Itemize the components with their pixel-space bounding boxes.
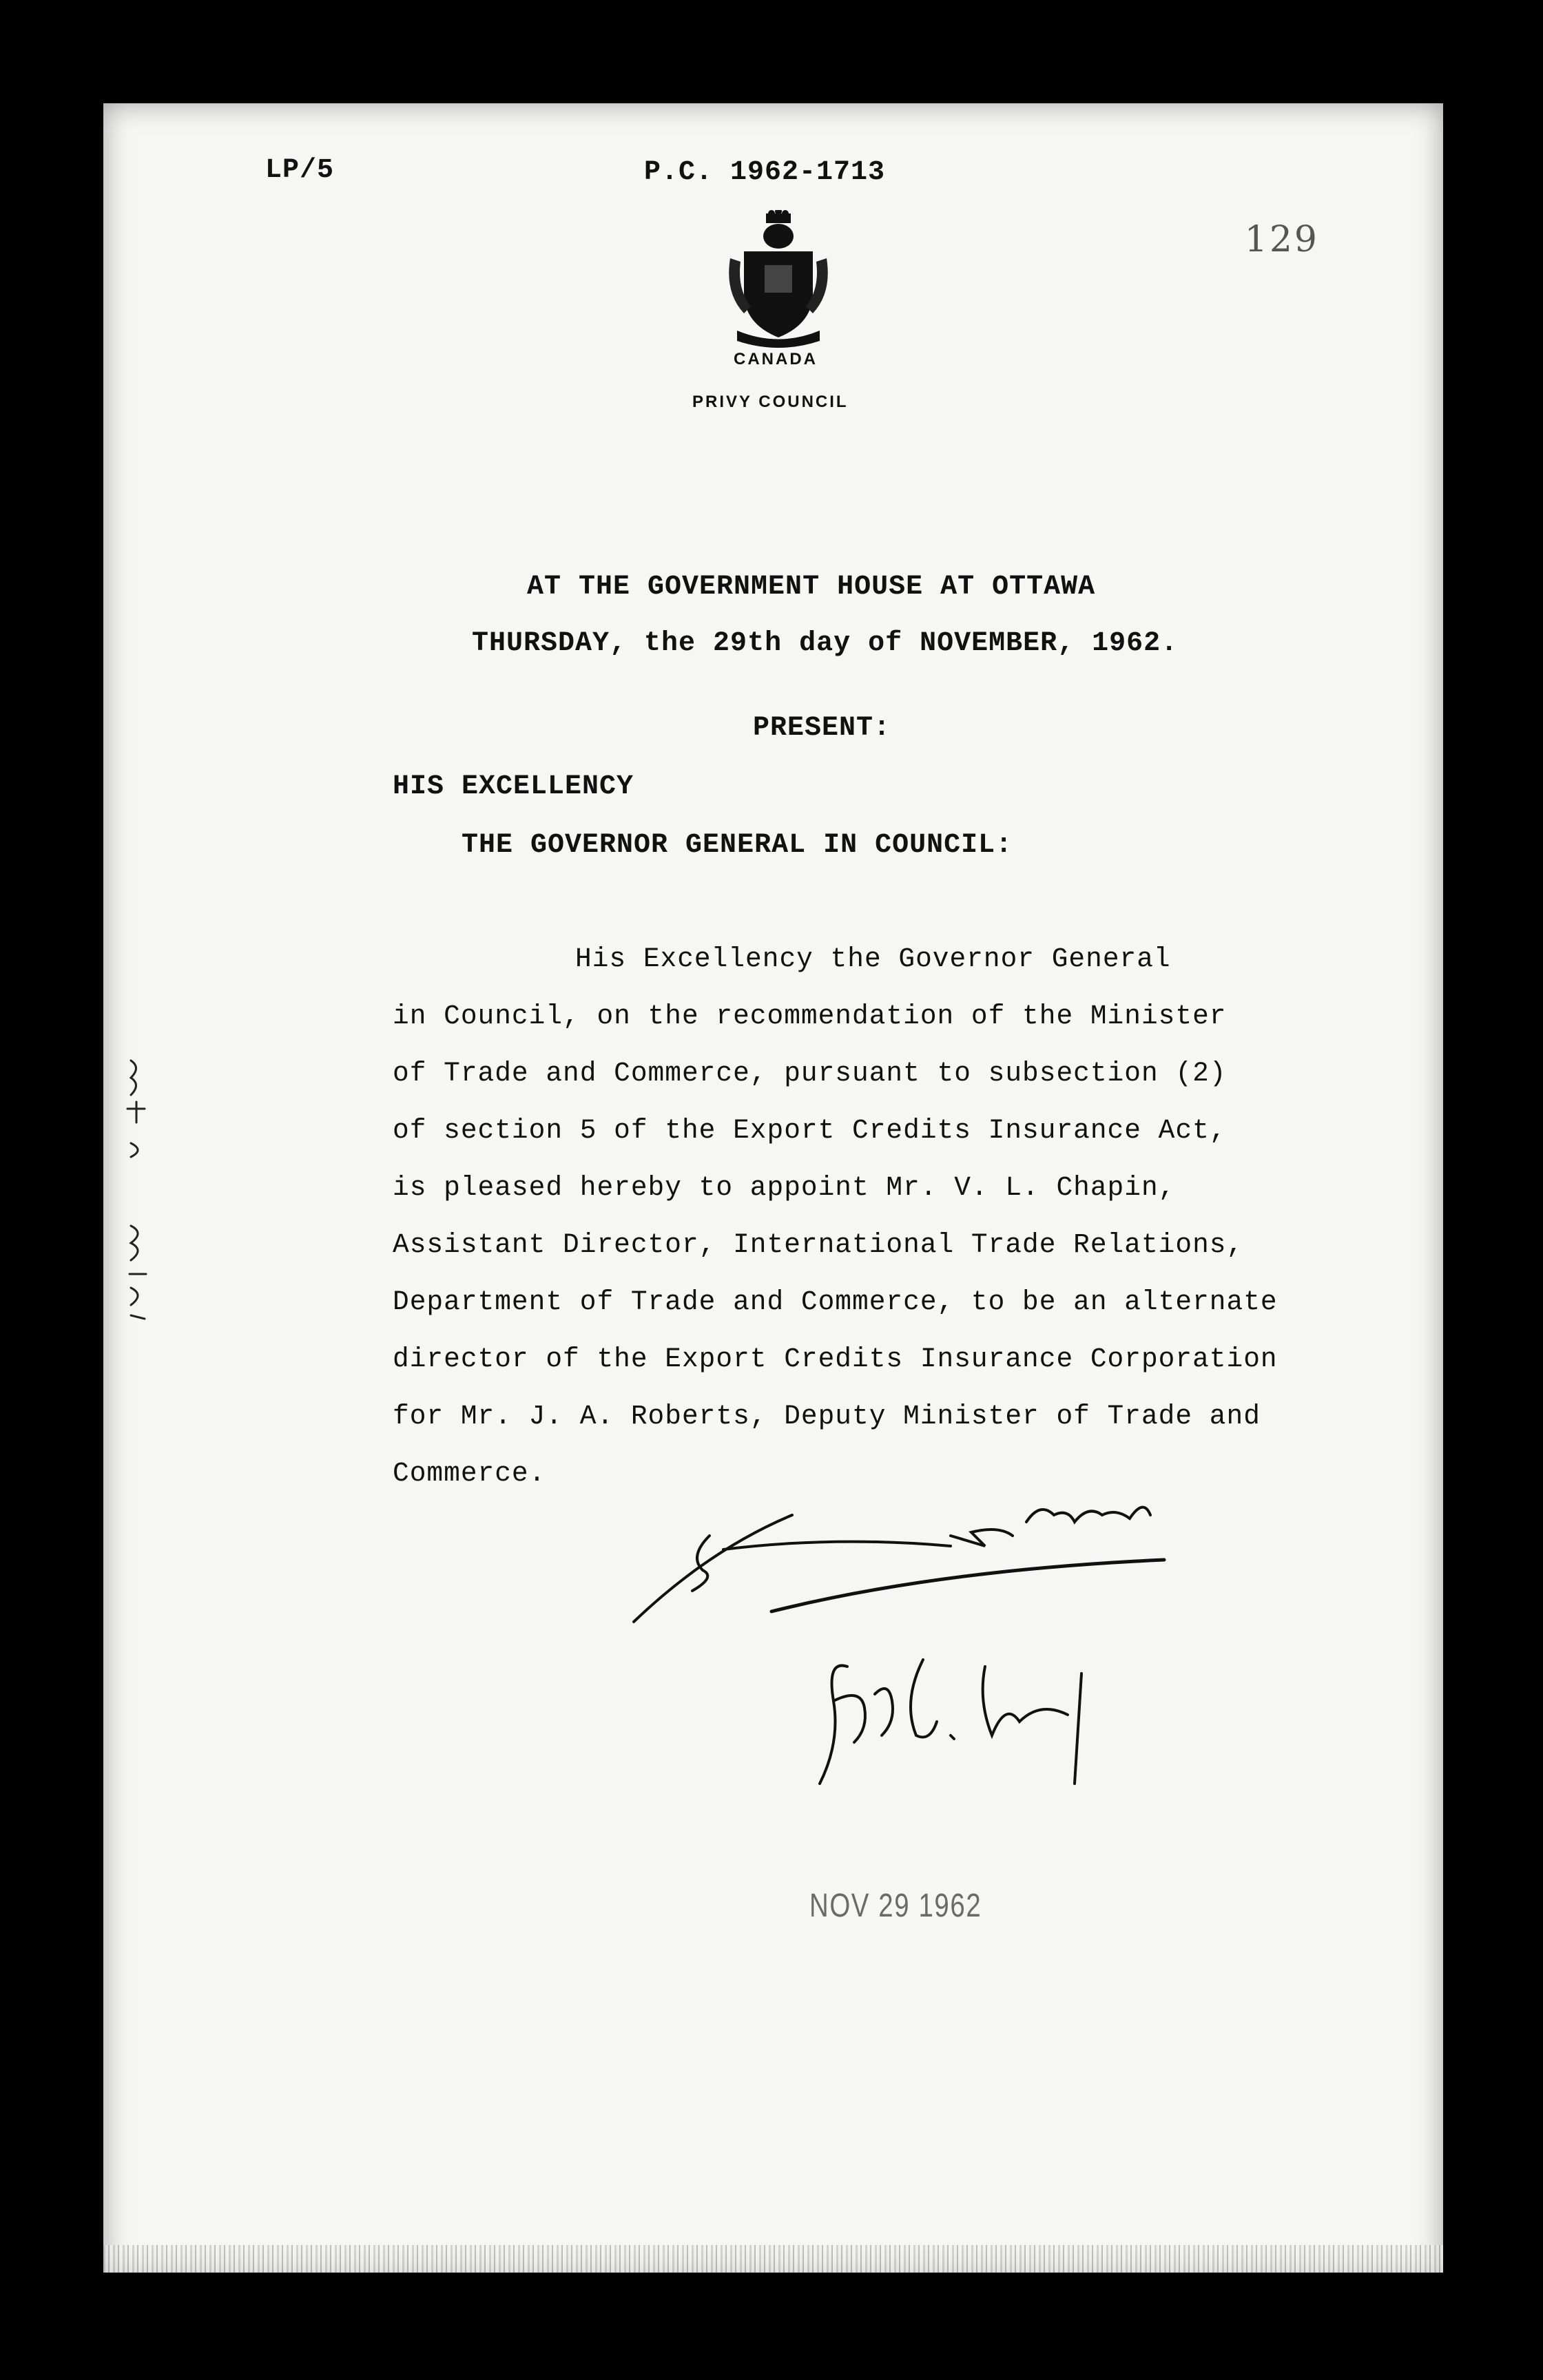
coat-of-arms-icon (723, 210, 833, 348)
order-text-line: is pleased hereby to appoint Mr. V. L. Chapin, (393, 1172, 1176, 1203)
governor-general-in-council: THE GOVERNOR GENERAL IN COUNCIL: (462, 830, 1013, 861)
order-text-line: Commerce. (393, 1458, 546, 1489)
page-number: 129 (1244, 219, 1319, 260)
file-reference: LP/5 (265, 155, 335, 186)
order-number: P.C. 1962-1713 (644, 157, 886, 188)
order-text-line: of section 5 of the Export Credits Insurance Act, (393, 1115, 1227, 1146)
order-text-line: for Mr. J. A. Roberts, Deputy Minister of Trade and (393, 1401, 1261, 1432)
present-heading: PRESENT: (753, 713, 891, 744)
order-text-line: in Council, on the recommendation of the Minister (393, 1001, 1227, 1032)
order-text-line: His Excellency the Governor General (575, 943, 1171, 974)
meeting-place: AT THE GOVERNMENT HOUSE AT OTTAWA (527, 572, 1096, 603)
order-text-line: of Trade and Commerce, pursuant to subsection (2) (393, 1058, 1227, 1089)
page-edge (103, 2245, 1443, 2273)
order-text-line: Department of Trade and Commerce, to be an alternate (393, 1286, 1278, 1317)
order-text-line: Assistant Director, International Trade Relations, (393, 1229, 1244, 1260)
his-excellency: HIS EXCELLENCY (393, 771, 634, 802)
signatures (627, 1494, 1316, 1839)
meeting-date: THURSDAY, the 29th day of NOVEMBER, 1962. (472, 628, 1179, 659)
date-stamp: NOV 29 1962 (809, 1888, 982, 1924)
order-text-line: director of the Export Credits Insurance Corporation (393, 1344, 1278, 1375)
margin-handwritten-note (110, 1054, 165, 1329)
letterhead-body: PRIVY COUNCIL (692, 393, 849, 411)
document-page (103, 103, 1443, 2273)
letterhead-country: CANADA (734, 350, 818, 368)
